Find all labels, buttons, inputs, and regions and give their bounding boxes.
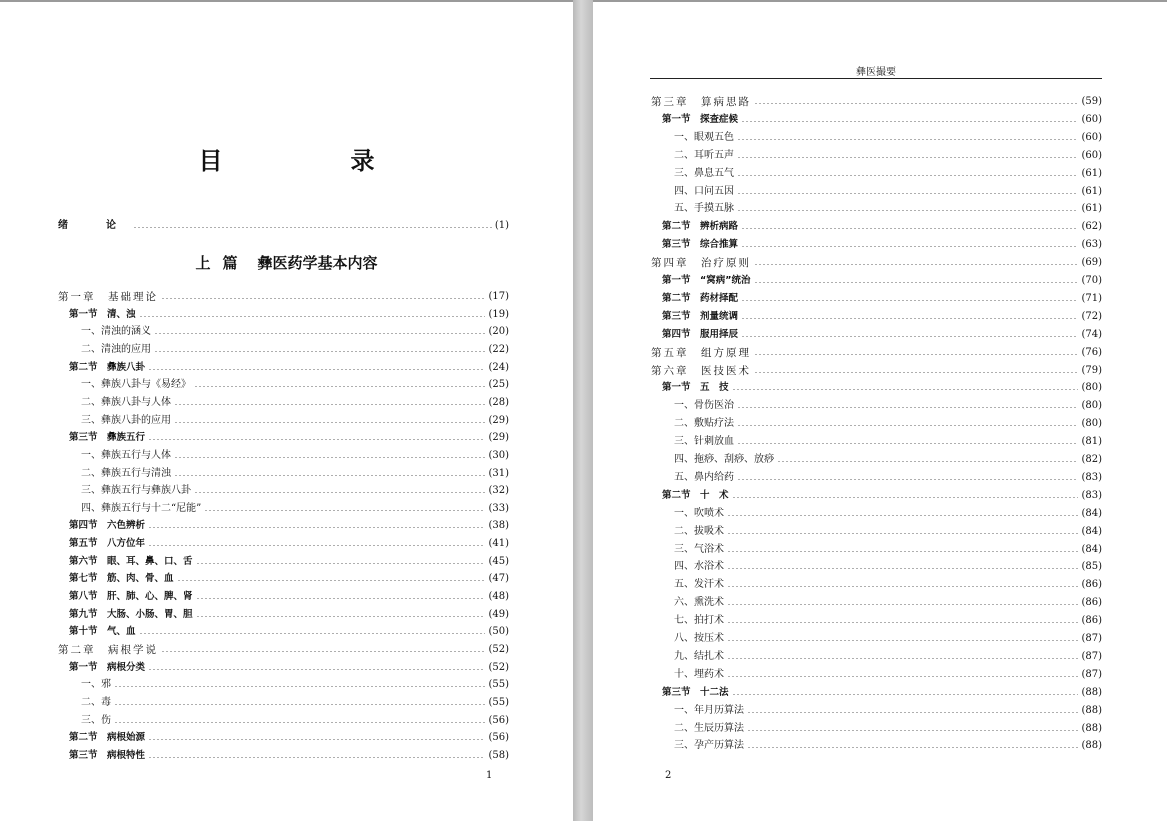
toc-entry-page: (47) — [488, 573, 509, 585]
toc-entry-label: 第二节 药材择配 — [662, 292, 739, 304]
toc-entry-page: (61) — [1081, 203, 1102, 215]
toc-entry-item — [58, 395, 509, 411]
toc-entry-page: (88) — [1081, 704, 1102, 716]
toc-entry-section — [58, 430, 509, 446]
leader-dots — [727, 604, 1078, 605]
toc-entry-label: 绪 论 — [58, 220, 130, 231]
toc-entry-label: 第三节 彝族五行 — [69, 432, 146, 444]
toc-entry-label: 二、毒 — [81, 696, 111, 708]
leader-dots — [741, 318, 1078, 319]
toc-entry-page: (80) — [1081, 400, 1102, 412]
leader-dots — [148, 439, 485, 440]
toc-entry-section — [58, 624, 509, 640]
leader-dots — [732, 497, 1079, 498]
leader-dots — [174, 404, 485, 405]
toc-entry-item — [651, 577, 1102, 593]
leader-dots — [741, 228, 1078, 229]
toc-entry-section — [58, 730, 509, 746]
leader-dots — [754, 372, 1078, 373]
toc-entry-page: (88) — [1081, 722, 1102, 734]
toc-entry-section — [651, 685, 1102, 701]
toc-entry-page: (20) — [488, 326, 509, 338]
leader-dots — [133, 227, 492, 228]
toc-entry-label: 第一节 五 技 — [662, 382, 729, 394]
toc-entry-label: 四、口问五因 — [674, 185, 734, 197]
toc-entry-label: 三、针刺放血 — [674, 436, 734, 448]
toc-entry-label: 第三节 十二法 — [662, 686, 729, 698]
toc-entry-label: 八、按压术 — [674, 633, 724, 644]
toc-entry-item — [651, 452, 1102, 468]
toc-entry-label: 一、清浊的涵义 — [81, 326, 151, 338]
toc-entry-label: 第二节 彝族八卦 — [69, 361, 146, 373]
toc-entry-label: 一、邪 — [81, 679, 111, 691]
leader-dots — [114, 704, 485, 705]
toc-entry-item — [58, 413, 509, 429]
toc-entry-page: (84) — [1081, 525, 1102, 537]
toc-entry-page: (63) — [1081, 239, 1102, 251]
toc-entry-label: 二、拔吸术 — [674, 525, 724, 537]
toc-entry-page: (61) — [1081, 167, 1102, 179]
leader-dots — [161, 651, 485, 652]
toc-entry-page: (84) — [1081, 507, 1102, 519]
leader-dots — [737, 479, 1078, 480]
leader-dots — [754, 282, 1079, 283]
toc-entry-item — [58, 695, 509, 711]
toc-entry-label: 第六章 医技医术 — [651, 364, 751, 377]
leader-dots — [741, 300, 1078, 301]
toc-entry-label: 二、耳听五声 — [674, 149, 734, 161]
toc-entry-section — [58, 307, 509, 323]
toc-entry-label: 七、拍打术 — [674, 615, 724, 627]
toc-entry-item — [58, 448, 509, 464]
toc-entry-chapter — [651, 255, 1102, 271]
toc-entry-label: 三、彝族八卦的应用 — [81, 414, 171, 426]
toc-entry-item — [651, 649, 1102, 665]
toc-entry-label: 四、水浴术 — [674, 561, 724, 573]
toc-entry-item — [58, 501, 509, 517]
leader-dots — [154, 351, 485, 352]
toc-entry-page: (88) — [1081, 686, 1102, 698]
toc-entry-section — [651, 112, 1102, 128]
toc-entry-label: 三、鼻息五气 — [674, 167, 734, 179]
toc-entry-page: (69) — [1081, 257, 1102, 269]
toc-entry-section — [651, 327, 1102, 343]
toc-entry-page: (70) — [1081, 275, 1102, 286]
toc-entry-section — [58, 589, 509, 605]
toc-entry-section — [651, 380, 1102, 396]
running-head-rule — [650, 78, 1102, 79]
toc-entry-page: (87) — [1081, 668, 1102, 680]
leader-dots — [727, 676, 1078, 677]
toc-entry-label: 一、吹喷术 — [674, 507, 724, 519]
leader-dots — [194, 492, 485, 493]
toc-entry-item — [651, 703, 1102, 719]
toc-entry-item — [651, 506, 1102, 522]
toc-entry-item — [651, 398, 1102, 414]
toc-entry-page: (17) — [488, 291, 509, 302]
toc-entry-page: (74) — [1081, 328, 1102, 340]
toc-entry-label: 三、彝族五行与彝族八卦 — [81, 485, 191, 497]
leader-dots — [727, 515, 1078, 516]
leader-dots — [174, 475, 485, 476]
toc-entry-item — [651, 524, 1102, 540]
toc-entry-page: (60) — [1081, 149, 1102, 161]
toc-entry-section — [651, 237, 1102, 253]
leader-dots — [741, 246, 1078, 247]
toc-entry-page: (58) — [488, 749, 509, 761]
toc-entry-page: (84) — [1081, 543, 1102, 555]
running-head: 彝医撮要 — [856, 67, 896, 78]
toc-entry-label: 三、孕产历算法 — [674, 740, 744, 752]
toc-entry-page: (71) — [1081, 292, 1102, 304]
leader-dots — [727, 533, 1078, 534]
toc-entry-chapter — [651, 94, 1102, 110]
toc-entry-page: (50) — [488, 626, 509, 638]
leader-dots — [727, 568, 1078, 569]
toc-entry-label: 第二章 病根学说 — [58, 644, 158, 656]
toc-entry-section — [58, 360, 509, 376]
toc-entry-page: (32) — [488, 485, 509, 497]
page-number: 2 — [665, 770, 672, 781]
toc-entry-page: (52) — [488, 644, 509, 655]
toc-entry-label: 第六节 眼、耳、鼻、口、舌 — [69, 555, 193, 567]
leader-dots — [737, 210, 1078, 211]
leader-dots — [754, 354, 1078, 355]
leader-dots — [737, 193, 1078, 194]
leader-dots — [727, 586, 1078, 587]
toc-entry-item — [651, 130, 1102, 146]
toc-entry-page: (86) — [1081, 579, 1102, 591]
toc-entry-label: 九、结扎术 — [674, 650, 724, 662]
toc-entry-intro — [58, 218, 509, 234]
part-title-name: 彝医药学基本内容 — [257, 254, 378, 272]
toc-entry-label: 第一章 基础理论 — [58, 291, 158, 303]
toc-entry-label: 第三节 病根特性 — [69, 749, 146, 761]
toc-entry-label: 第二节 病根始源 — [69, 732, 146, 744]
toc-entry-item — [651, 434, 1102, 450]
toc-entry-label: 一、眼观五色 — [674, 131, 734, 143]
page-gutter — [573, 0, 593, 821]
toc-entry-page: (45) — [488, 555, 509, 567]
toc-entry-page: (56) — [488, 714, 509, 726]
toc-entry-label: 第二节 十 术 — [662, 489, 729, 501]
toc-entry-page: (22) — [488, 343, 509, 355]
toc-entry-page: (29) — [488, 414, 509, 426]
toc-entry-page: (87) — [1081, 650, 1102, 662]
leader-dots — [177, 580, 486, 581]
leader-dots — [196, 563, 486, 564]
toc-entry-page: (59) — [1081, 96, 1102, 107]
toc-entry-page: (41) — [488, 538, 509, 550]
toc-entry-page: (52) — [488, 661, 509, 673]
toc-entry-label: 第五章 组方原理 — [651, 346, 751, 359]
toc-entry-chapter — [58, 642, 509, 658]
toc-entry-label: 一、骨伤医治 — [674, 400, 734, 412]
leader-dots — [139, 316, 486, 317]
toc-entry-page: (55) — [488, 696, 509, 708]
toc-entry-item — [651, 667, 1102, 683]
toc-entry-item — [651, 201, 1102, 217]
toc-entry-page: (82) — [1081, 454, 1102, 465]
leader-dots — [727, 640, 1078, 641]
toc-entry-section — [58, 571, 509, 587]
toc-entry-item — [651, 542, 1102, 558]
toc-entry-section — [651, 309, 1102, 325]
toc-entry-item — [58, 377, 509, 393]
leader-dots — [727, 658, 1078, 659]
toc-entry-page: (79) — [1081, 364, 1102, 376]
page-number: 1 — [486, 770, 493, 781]
leader-dots — [747, 730, 1078, 731]
toc-entry-page: (29) — [488, 432, 509, 444]
toc-entry-item — [651, 738, 1102, 754]
toc-entry-item — [58, 677, 509, 693]
toc-entry-page: (80) — [1081, 382, 1102, 394]
leader-dots — [747, 712, 1078, 713]
toc-entry-section — [58, 554, 509, 570]
toc-entry-page: (28) — [488, 396, 509, 408]
toc-entry-item — [651, 595, 1102, 611]
toc-entry-label: 三、伤 — [81, 714, 111, 726]
leader-dots — [196, 616, 486, 617]
leader-dots — [737, 157, 1078, 158]
toc-entry-label: 第九节 大肠、小肠、胃、胆 — [69, 608, 193, 620]
toc-entry-page: (56) — [488, 732, 509, 744]
toc-entry-item — [651, 631, 1102, 647]
toc-entry-label: 第一节 “窝病”统治 — [662, 275, 751, 286]
toc-entry-page: (87) — [1081, 633, 1102, 644]
page-top-edge — [0, 0, 573, 2]
toc-entry-section — [651, 291, 1102, 307]
leader-dots — [737, 407, 1078, 408]
leader-dots — [737, 139, 1078, 140]
toc-entry-page: (1) — [494, 220, 509, 231]
leader-dots — [777, 461, 1078, 462]
leader-dots — [727, 551, 1078, 552]
toc-entry-label: 二、生辰历算法 — [674, 722, 744, 734]
toc-title: 目 录 — [198, 146, 427, 175]
leader-dots — [741, 336, 1078, 337]
toc-entry-label: 十、埋药术 — [674, 668, 724, 680]
toc-entry-label: 第八节 肝、肺、心、脾、肾 — [69, 591, 193, 603]
toc-entry-label: 第二节 辨析病路 — [662, 221, 739, 233]
toc-entry-label: 四、拖痧、刮痧、放痧 — [674, 454, 774, 465]
leader-dots — [148, 545, 485, 546]
toc-entry-section — [58, 607, 509, 623]
toc-entry-page: (31) — [488, 467, 509, 479]
toc-entry-label: 一、彝族五行与人体 — [81, 449, 171, 461]
toc-entry-page: (60) — [1081, 131, 1102, 143]
toc-entry-section — [58, 660, 509, 676]
leader-dots — [204, 510, 485, 511]
toc-entry-page: (88) — [1081, 740, 1102, 752]
toc-entry-label: 五、鼻内给药 — [674, 471, 734, 483]
toc-entry-label: 第一节 探查症候 — [662, 113, 739, 125]
toc-entry-label: 第四节 服用择辰 — [662, 328, 739, 340]
leader-dots — [754, 103, 1078, 104]
toc-entry-page: (83) — [1081, 471, 1102, 483]
toc-entry-section — [651, 488, 1102, 504]
toc-entry-page: (86) — [1081, 615, 1102, 627]
toc-entry-item — [651, 416, 1102, 432]
toc-entry-page: (80) — [1081, 418, 1102, 430]
toc-entry-label: 第四章 治疗原则 — [651, 257, 751, 270]
leader-dots — [174, 457, 485, 458]
toc-entry-label: 第三节 综合推算 — [662, 239, 739, 251]
toc-entry-page: (55) — [488, 679, 509, 691]
leader-dots — [148, 669, 485, 670]
toc-entry-label: 第一节 病根分类 — [69, 661, 146, 673]
toc-entry-page: (76) — [1081, 346, 1102, 358]
toc-entry-page: (81) — [1081, 436, 1102, 448]
toc-entry-section — [58, 518, 509, 534]
toc-entry-item — [651, 470, 1102, 486]
toc-entry-item — [58, 466, 509, 482]
leader-dots — [114, 722, 485, 723]
leader-dots — [161, 298, 485, 299]
leader-dots — [747, 747, 1078, 748]
toc-entry-label: 第一节 清、浊 — [69, 308, 136, 320]
toc-entry-item — [58, 713, 509, 729]
leader-dots — [737, 175, 1078, 176]
leader-dots — [196, 598, 486, 599]
toc-entry-page: (25) — [488, 379, 509, 391]
toc-entry-label: 第三节 剂量统调 — [662, 310, 739, 322]
leader-dots — [154, 333, 485, 334]
toc-entry-item — [651, 559, 1102, 575]
toc-entry-page: (38) — [488, 520, 509, 532]
toc-entry-page: (48) — [488, 591, 509, 603]
toc-entry-label: 六、熏洗术 — [674, 597, 724, 609]
toc-entry-page: (85) — [1081, 561, 1102, 573]
toc-entry-label: 二、彝族五行与清浊 — [81, 467, 171, 479]
toc-entry-page: (61) — [1081, 185, 1102, 197]
toc-entry-label: 五、手摸五脉 — [674, 203, 734, 215]
toc-entry-label: 三、气浴术 — [674, 543, 724, 555]
toc-entry-page: (30) — [488, 449, 509, 461]
toc-entry-chapter — [651, 363, 1102, 379]
toc-entry-page: (49) — [488, 608, 509, 620]
leader-dots — [148, 369, 485, 370]
toc-entry-label: 第五节 八方位年 — [69, 538, 146, 550]
toc-entry-label: 第七节 筋、肉、骨、血 — [69, 573, 174, 585]
toc-entry-chapter — [651, 345, 1102, 361]
leader-dots — [732, 694, 1079, 695]
toc-entry-section — [651, 273, 1102, 289]
leader-dots — [732, 389, 1079, 390]
toc-entry-label: 二、彝族八卦与人体 — [81, 396, 171, 408]
toc-entry-page: (72) — [1081, 310, 1102, 322]
toc-entry-item — [651, 721, 1102, 737]
toc-entry-page: (60) — [1081, 113, 1102, 125]
leader-dots — [148, 527, 485, 528]
toc-entry-label: 二、清浊的应用 — [81, 343, 151, 355]
toc-entry-item — [651, 613, 1102, 629]
toc-entry-label: 五、发汗术 — [674, 579, 724, 591]
leader-dots — [754, 264, 1078, 265]
toc-entry-page: (83) — [1081, 489, 1102, 501]
toc-entry-label: 四、彝族五行与十二“尼能” — [81, 502, 202, 514]
leader-dots — [737, 425, 1078, 426]
toc-entry-section — [58, 536, 509, 552]
toc-entry-label: 一、年月历算法 — [674, 704, 744, 716]
toc-entry-label: 一、彝族八卦与《易经》 — [81, 379, 191, 391]
part-title-part: 篇 — [222, 254, 238, 272]
toc-entry-section — [58, 748, 509, 764]
leader-dots — [194, 386, 485, 387]
leader-dots — [737, 443, 1078, 444]
leader-dots — [114, 686, 485, 687]
toc-entry-item — [58, 324, 509, 340]
toc-entry-page: (24) — [488, 361, 509, 373]
leader-dots — [148, 739, 485, 740]
toc-entry-item — [651, 148, 1102, 164]
toc-entry-label: 第三章 算病思路 — [651, 96, 751, 108]
leader-dots — [139, 633, 486, 634]
toc-entry-chapter — [58, 289, 509, 305]
toc-entry-label: 第四节 六色辨析 — [69, 520, 146, 532]
leader-dots — [148, 757, 485, 758]
toc-entry-page: (19) — [488, 308, 509, 320]
leader-dots — [741, 121, 1078, 122]
toc-entry-label: 第十节 气、血 — [69, 626, 136, 638]
toc-entry-page: (33) — [488, 502, 509, 514]
toc-entry-label: 二、敷贴疗法 — [674, 418, 734, 430]
leader-dots — [174, 422, 485, 423]
toc-entry-section — [651, 219, 1102, 235]
leader-dots — [727, 622, 1078, 623]
part-title — [0, 252, 573, 273]
toc-entry-page: (86) — [1081, 597, 1102, 609]
toc-entry-page: (62) — [1081, 221, 1102, 233]
toc-entry-item — [58, 483, 509, 499]
toc-entry-item — [651, 184, 1102, 200]
toc-entry-item — [58, 342, 509, 358]
page-top-edge — [593, 0, 1167, 2]
toc-entry-item — [651, 166, 1102, 182]
part-title-prefix: 上 — [195, 254, 211, 272]
